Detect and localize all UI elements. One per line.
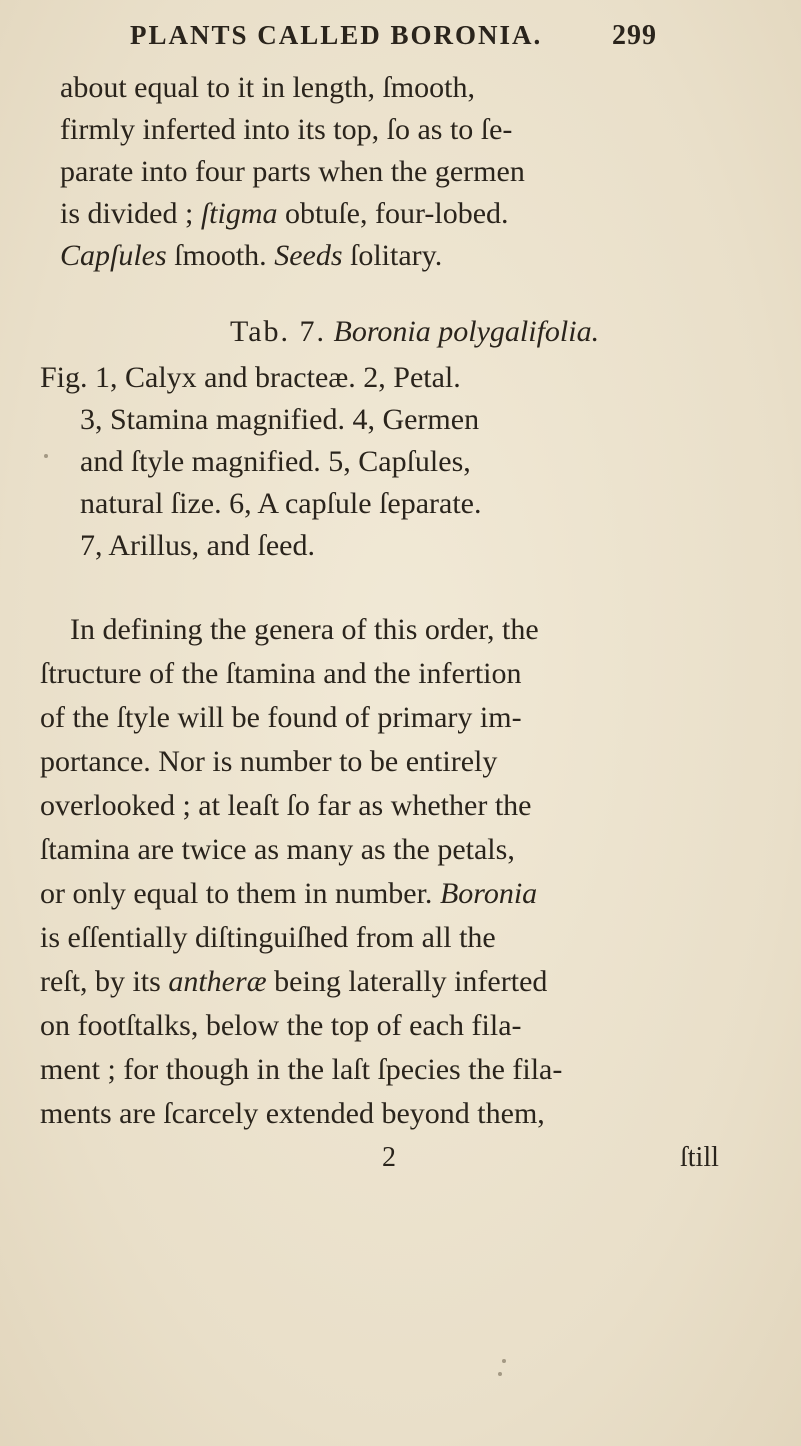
description-line-1: about equal to it in length, ſmooth, [60, 71, 475, 104]
ink-speck [498, 1372, 502, 1376]
capsules-term: Capſules [60, 239, 167, 272]
description-line-4 [60, 196, 509, 232]
ink-speck [44, 454, 48, 458]
body-line-11: ment ; for though in the laſt ſpecies the fila- [40, 1053, 563, 1086]
legend-line-1: Fig. 1, Calyx and bracteæ. 2, Petal. [40, 361, 461, 394]
description-text: ſolitary. [342, 239, 443, 272]
body-line-3: of the ſtyle will be found of primary im- [40, 701, 522, 734]
running-head [0, 18, 801, 58]
description-text: obtuſe, four-lobed. [277, 197, 509, 230]
plate-caption [230, 314, 599, 350]
description-line-3: parate into four parts when the germen [60, 155, 525, 188]
legend-line-2: 3, Stamina magnified. 4, Germen [80, 403, 480, 436]
body-line-7 [40, 876, 537, 912]
ink-speck [502, 1359, 506, 1363]
description-line-2: firmly inferted into its top, ſo as to ſe- [60, 113, 513, 146]
plate-tab: Tab. 7. [230, 315, 327, 348]
body-line-10: on footſtalks, below the top of each fila- [40, 1009, 522, 1042]
description-line-5 [60, 238, 442, 274]
boronia-term: Boronia [439, 877, 538, 910]
seeds-term: Seeds [266, 239, 343, 272]
body-line-1: In defining the genera of this order, the [70, 613, 539, 646]
body-line-6: ſtamina are twice as many as the petals, [40, 833, 515, 866]
body-line-2: ſtructure of the ſtamina and the infertion [40, 657, 522, 690]
body-line-9 [40, 964, 547, 1000]
legend-line-5: 7, Arillus, and ſeed. [80, 529, 315, 562]
description-text: is divided ; [60, 197, 194, 230]
body-text: or only equal to them in number. [40, 877, 433, 910]
plate-species: Boronia polygalifolia. [333, 315, 600, 348]
catchword: ſtill [680, 1142, 719, 1173]
description-text: ſmooth. [166, 239, 267, 272]
body-line-5: overlooked ; at leaſt ſo far as whether the [40, 789, 532, 822]
signature-mark: 2 [382, 1142, 396, 1173]
running-title: PLANTS CALLED BORONIA. [130, 20, 543, 50]
body-text: being laterally inferted [266, 965, 548, 998]
stigma-term: ſtigma [200, 197, 278, 230]
body-line-8: is eſſentially diſtinguiſhed from all the [40, 921, 496, 954]
page-number: 299 [612, 20, 657, 51]
legend-line-3: and ſtyle magnified. 5, Capſules, [80, 445, 471, 478]
body-text: reſt, by its [40, 965, 161, 998]
body-line-4: portance. Nor is number to be entirely [40, 745, 498, 778]
antherae-term: antheræ [168, 965, 267, 998]
legend-line-4: natural ſize. 6, A capſule ſeparate. [80, 487, 482, 520]
body-line-12: ments are ſcarcely extended beyond them, [40, 1097, 545, 1130]
